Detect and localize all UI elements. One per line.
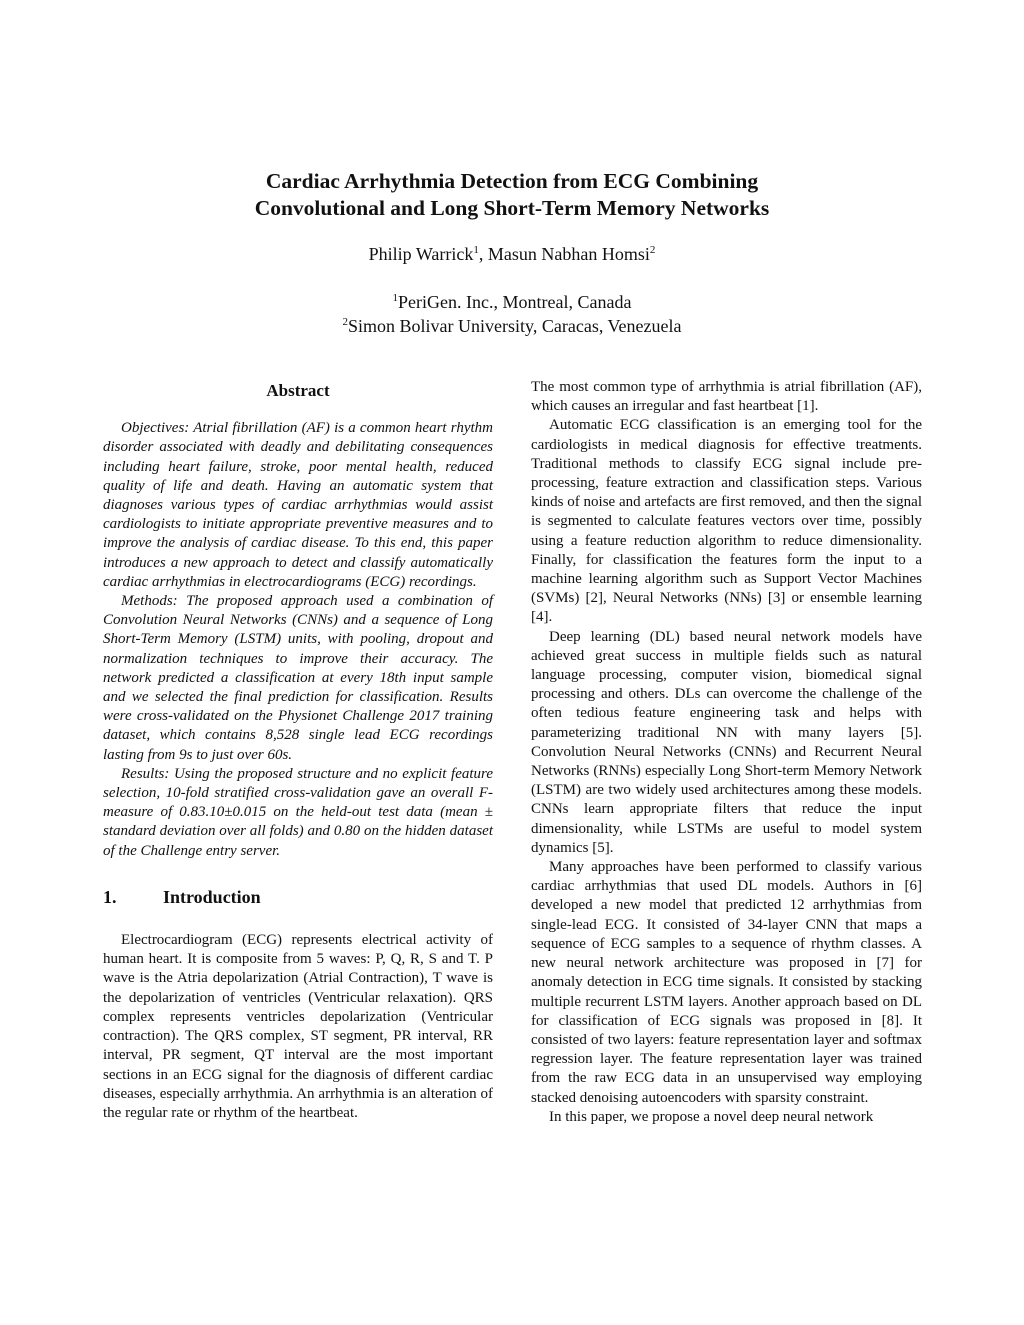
affiliation-2-text: Simon Bolivar University, Caracas, Venezuela xyxy=(348,316,682,336)
author-1-affil-mark: 1 xyxy=(473,244,479,256)
intro-paragraph-5: Many approaches have been performed to classify various cardiac arrhythmias that used DL models. Authors in [6] developed a new model that predicted 12 arrhythmias from single-lead ECG. It consisted of 34-layer CNN that maps a sequence of ECG samples to a sequence of rhythm classes. A new neural network architecture was proposed in [7] for anomaly detection in ECG time signals. It consisted by stacking multiple recurrent LSTM layers. Another approach based on DL for classification of ECG signals was proposed in [8]. It consisted of two layers: feature representation layer and softmax regression layer. The feature representation layer was trained from the raw ECG data in an unsupervised way employing stacked denoising autoencoders with sparsity constraint. xyxy=(531,859,922,1106)
author-2-affil-mark: 2 xyxy=(649,244,656,256)
intro-paragraph-3: Automatic ECG classification is an emerging tool for the cardiologists in medical diagnosis for effective treatments. Traditional methods to classify ECG signal include pre-processing, feature extraction and classification steps. Various kinds of noise and artefacts are first removed, and then the signal is segmented to calculate features vectors over time, possibly using a feature reduction algorithm to reduce dimensionality. Finally, for classification the features form the input to a machine learning algorithm such as Support Vector Machines (SVMs) [2], Neural Networks (NNs) [3] or ensemble learning [4]. xyxy=(531,417,922,626)
affiliation-2 xyxy=(0,314,1024,338)
intro-paragraph-6: In this paper, we propose a novel deep neural network xyxy=(549,1108,874,1125)
author-list xyxy=(0,244,1024,265)
paper-title xyxy=(0,168,1024,222)
abstract-results: Results: Using the proposed structure and no explicit feature selection, 10-fold stratified cross-validation gave an overall F-measure of 0.83.10±0.015 on the held-out test data (mean ± standard deviation over all folds) and 0.80 on the hidden dataset of the Challenge entry server. xyxy=(103,765,493,859)
section-title: Introduction xyxy=(163,886,261,907)
right-column xyxy=(531,378,922,1127)
author-name-1: Philip Warrick xyxy=(368,244,474,264)
affiliation-2-mark: 2 xyxy=(342,316,349,328)
abstract-objectives: Objectives: Atrial fibrillation (AF) is a common heart rhythm disorder associated with deadly and debilitating consequences including heart failure, stroke, poor mental health, reduced quality of life and death. Having an automatic system that diagnoses various types of cardiac arrhythmias would assist cardiologists to initiate appropriate preventive measures and to improve the analysis of cardiac disease. To this end, this paper introduces a new approach to detect and classify automatically cardiac arrhythmias in electrocardiograms (ECG) recordings. xyxy=(103,420,493,590)
affiliations xyxy=(0,290,1024,338)
intro-paragraph-1: Electrocardiogram (ECG) represents electrical activity of human heart. It is composite from 5 waves: P, Q, R, S and T. P wave is the Atria depolarization (Atrial Contraction), T wave is the depolarization of ventricles (Ventricular relaxation). QRS complex represents ventricles depolarization (Ventricular contraction). The QRS complex, ST segment, PR interval, RR interval, PR segment, QT interval are the most important sections in an ECG signal for the diagnosis of different cardiac diseases, especially arrhythmia. An arrhythmia is an alteration of the regular rate or rhythm of the heartbeat. xyxy=(103,932,493,1121)
left-column xyxy=(103,378,493,1123)
intro-paragraph-4: Deep learning (DL) based neural network models have achieved great success in multiple fields such as natural language processing, computer vision, biomedical signal processing and others. DLs can overcome the challenge of the often tedious feature engineering task and helps with parameterizing traditional NN with many layers [5]. Convolution Neural Networks (CNNs) and Recurrent Neural Networks (RNNs) especially Long Short-term Memory Network (LSTM) are two widely used architectures among these models. CNNs learn appropriate filters that reduce the input dimensionality, while LSTMs are useful to model system dynamics [5]. xyxy=(531,628,922,856)
title-line-1: Cardiac Arrhythmia Detection from ECG Combining xyxy=(265,169,759,193)
section-heading-introduction xyxy=(103,888,493,907)
intro-paragraph-2: The most common type of arrhythmia is atrial fibrillation (AF), which causes an irregular and fast heartbeat [1]. xyxy=(531,379,922,415)
affiliation-1 xyxy=(0,290,1024,314)
title-line-2: Convolutional and Long Short-Term Memory Networks xyxy=(254,196,770,220)
affiliation-1-text: PeriGen. Inc., Montreal, Canada xyxy=(398,292,632,312)
affiliation-1-mark: 1 xyxy=(392,292,399,304)
abstract-methods: Methods: The proposed approach used a combination of Convolution Neural Networks (CNNs) and a sequence of Long Short-Term Memory (LSTM) units, with pooling, dropout and normalization techniques to improve their accuracy. The network predicted a classification at every 18th input sample and we selected the final prediction for classification. Results were cross-validated on the Physionet Challenge 2017 training dataset, which contains 8,528 single lead ECG recordings lasting from 9s to just over 60s. xyxy=(103,593,493,763)
author-name-2: , Masun Nabhan Homsi xyxy=(478,244,650,264)
abstract-heading: Abstract xyxy=(266,381,330,400)
section-number: 1. xyxy=(103,886,117,907)
